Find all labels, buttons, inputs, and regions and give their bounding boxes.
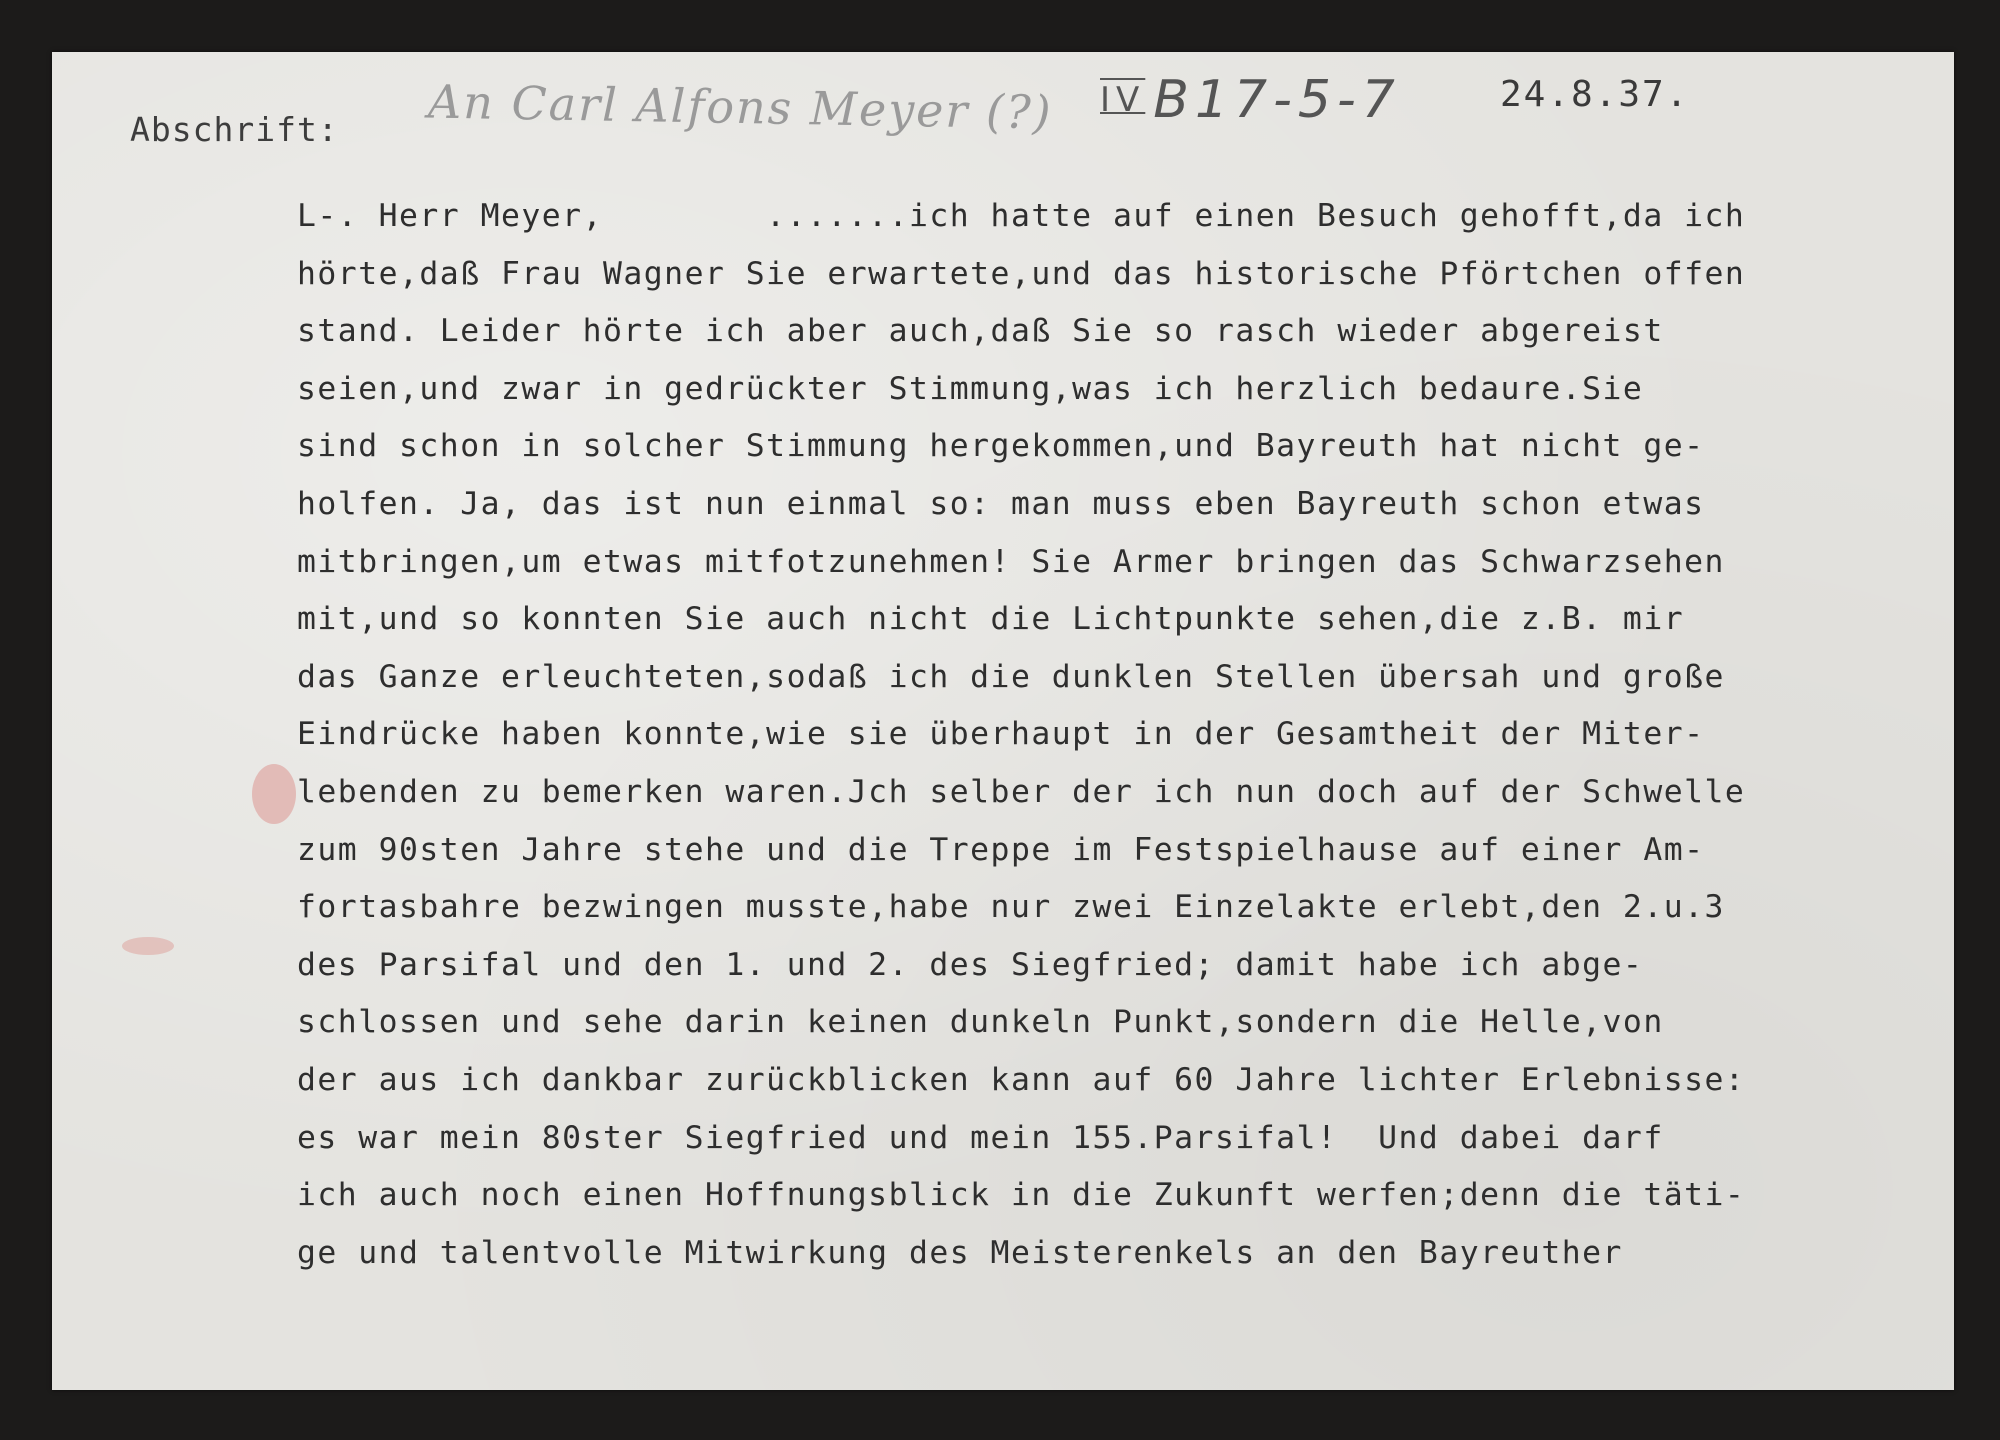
text-line: der aus ich dankbar zurückblicken kann auf 60 Jahre lichter Erlebnisse: xyxy=(297,1061,1746,1098)
text-line: des Parsifal und den 1. und 2. des Siegfried; damit habe ich abge- xyxy=(297,946,1644,983)
text-line: sind schon in solcher Stimmung hergekommen,und Bayreuth hat nicht ge- xyxy=(297,428,1705,465)
stain-mark xyxy=(122,937,174,955)
reference-code: B17-5-7 xyxy=(1153,70,1401,130)
text-line: ge und talentvolle Mitwirkung des Meisterenkels an den Bayreuther xyxy=(297,1234,1623,1271)
text-line: stand. Leider hörte ich aber auch,daß Sie so rasch wieder abgereist xyxy=(297,313,1664,350)
text-line: seien,und zwar in gedrückter Stimmung,was ich herzlich bedaure.Sie xyxy=(297,370,1644,407)
text-line: das Ganze erleuchteten,sodaß ich die dunklen Stellen übersah und große xyxy=(297,658,1725,695)
text-line: schlossen und sehe darin keinen dunkeln Punkt,sondern die Helle,von xyxy=(297,1004,1664,1041)
text-line: fortasbahre bezwingen musste,habe nur zwei Einzelakte erlebt,den 2.u.3 xyxy=(297,889,1725,926)
document-label: Abschrift: xyxy=(130,110,339,149)
letter-date: 24.8.37. xyxy=(1500,74,1690,115)
text-line: es war mein 80ster Siegfried und mein 155.Parsifal! Und dabei darf xyxy=(297,1119,1664,1156)
text-line: zum 90sten Jahre stehe und die Treppe im Festspielhause auf einer Am- xyxy=(297,831,1705,868)
text-line: lebenden zu bemerken waren.Jch selber der ich nun doch auf der Schwelle xyxy=(297,773,1746,810)
text-line: ich auch noch einen Hoffnungsblick in die Zukunft werfen;denn die täti- xyxy=(297,1177,1746,1214)
text-line: hörte,daß Frau Wagner Sie erwartete,und das historische Pförtchen offen xyxy=(297,255,1746,292)
text-line: L-. Herr Meyer, .......ich hatte auf einen Besuch gehofft,da ich xyxy=(297,198,1746,234)
reference-number xyxy=(1100,70,1401,130)
text-line: holfen. Ja, das ist nun einmal so: man muss eben Bayreuth schon etwas xyxy=(297,485,1705,522)
text-line: mitbringen,um etwas mitfotzunehmen! Sie Armer bringen das Schwarzsehen xyxy=(297,543,1725,580)
stain-mark xyxy=(252,764,296,824)
letter-body xyxy=(297,188,1954,1282)
reference-roman: IV xyxy=(1100,80,1146,120)
handwritten-note: An Carl Alfons Meyer (?) xyxy=(427,74,1054,140)
typewritten-letter-page xyxy=(52,52,1954,1390)
text-line: Eindrücke haben konnte,wie sie überhaupt in der Gesamtheit der Miter- xyxy=(297,716,1705,753)
text-line: mit,und so konnten Sie auch nicht die Lichtpunkte sehen,die z.B. mir xyxy=(297,601,1685,638)
